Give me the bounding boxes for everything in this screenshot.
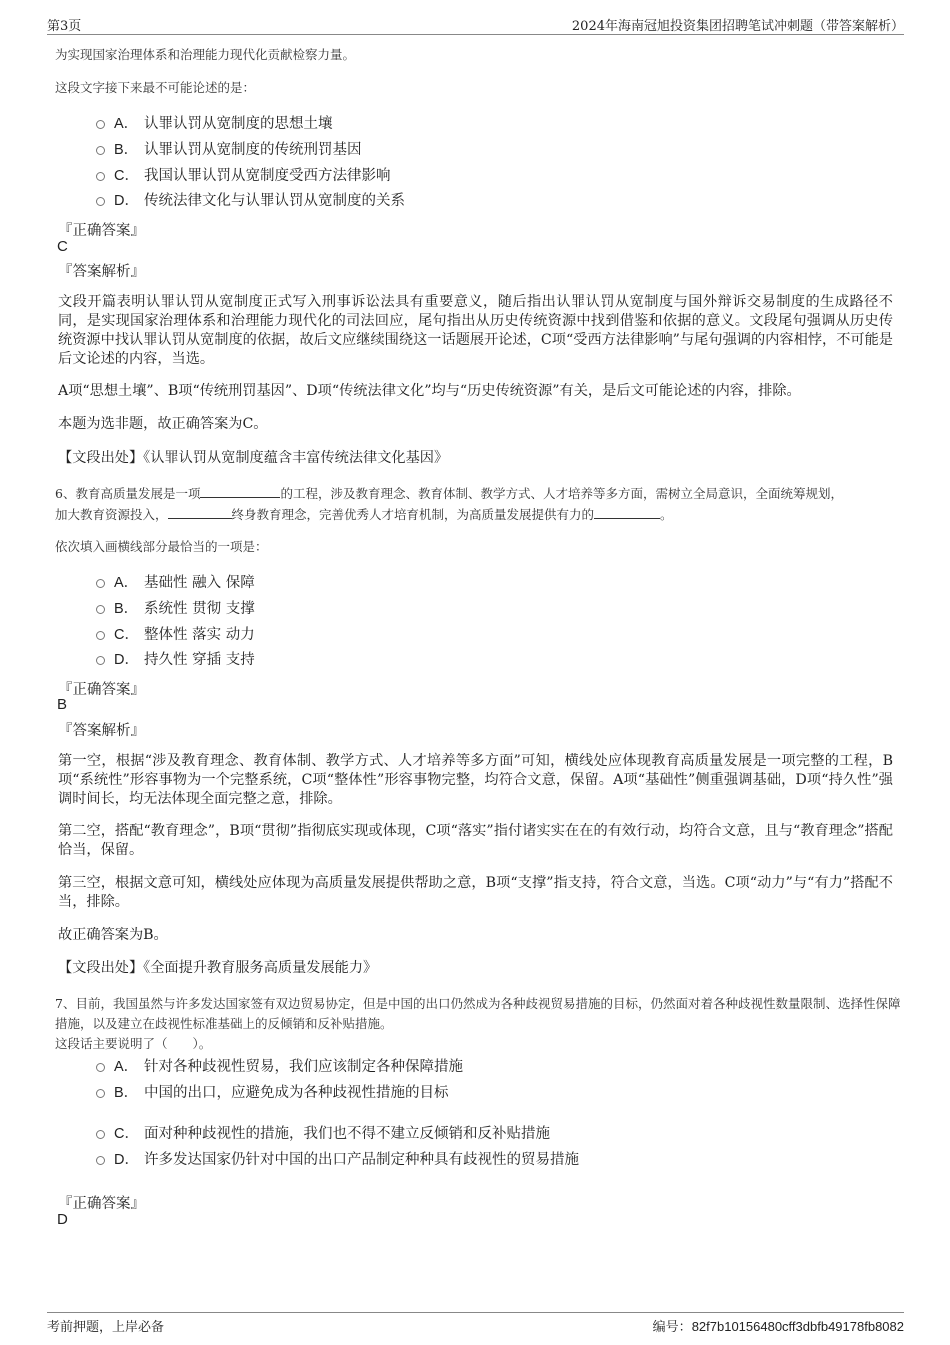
q7-prompt: 这段话主要说明了（ ）。 <box>55 1036 212 1051</box>
q6-option-b[interactable]: B． 系统性 贯彻 支撑 <box>96 599 255 619</box>
q5-prompt: 这段文字接下来最不可能论述的是： <box>55 80 256 95</box>
q7-option-a[interactable]: A． 针对各种歧视性贸易，我们应该制定各种保障措施 <box>96 1057 463 1077</box>
q7-answer: D <box>57 1211 68 1228</box>
document-title: 2024年海南冠旭投资集团招聘笔试冲刺题（带答案解析） <box>571 19 904 34</box>
q6-stem: 6、教育高质量发展是一项 的工程，涉及教育理念、教育体制、教学方式、人才培养等多方面，需树立全局意识，全面统筹规划， 加大教育资源投入， 终身教育理念，完善优秀人才培育机制，为高质量发展提供有力的 。 <box>55 483 900 525</box>
q5-option-c[interactable]: C． 我国认罪认罚从宽制度受西方法律影响 <box>96 166 391 186</box>
blank-line <box>594 504 660 519</box>
q5-analysis-paragraph: 本题为选非题，故正确答案为C。 <box>58 416 268 432</box>
q5-option-a[interactable]: A． 认罪认罚从宽制度的思想土壤 <box>96 114 333 134</box>
footer-slogan: 考前押题，上岸必备 <box>47 1320 165 1335</box>
q6-answer-label: 『正确答案』 <box>58 682 145 698</box>
q7-option-c[interactable]: C． 面对种种歧视性的措施，我们也不得不建立反倾销和反补贴措施 <box>96 1124 550 1144</box>
q6-option-a[interactable]: A． 基础性 融入 保障 <box>96 573 255 593</box>
document-code: 编号：82f7b10156480cff3dbfb49178fb8082 <box>652 1319 904 1335</box>
q6-analysis-paragraph: 第二空，搭配“教育理念”，B项“贯彻”指彻底实现或体现，C项“落实”指付诸实实在在的有效行动，均符合文意，且与“教育理念”搭配恰当，保留。 <box>58 823 893 858</box>
q5-analysis-label: 『答案解析』 <box>58 264 145 280</box>
q5-stem-tail: 为实现国家治理体系和治理能力现代化贡献检察力量。 <box>55 47 356 62</box>
q5-option-b[interactable]: B． 认罪认罚从宽制度的传统刑罚基因 <box>96 140 362 160</box>
q5-answer-label: 『正确答案』 <box>58 223 145 239</box>
page-number: 第3页 <box>47 19 82 34</box>
q6-option-c[interactable]: C． 整体性 落实 动力 <box>96 625 255 645</box>
page-footer <box>47 1312 904 1335</box>
q5-source: 【文段出处】《认罪认罚从宽制度蕴含丰富传统法律文化基因》 <box>58 450 449 466</box>
q5-analysis-paragraph: A项“思想土壤”、B项“传统刑罚基因”、D项“传统法律文化”均与“历史传统资源”有关，是后文可能论述的内容，排除。 <box>58 383 801 399</box>
q6-analysis-paragraph: 故正确答案为B。 <box>58 927 168 943</box>
q7-answer-label: 『正确答案』 <box>58 1196 145 1212</box>
radio-button-icon[interactable] <box>96 1063 105 1072</box>
radio-button-icon[interactable] <box>96 146 105 155</box>
radio-button-icon[interactable] <box>96 172 105 181</box>
q5-answer: C <box>57 238 68 255</box>
radio-button-icon[interactable] <box>96 631 105 640</box>
q7-option-b[interactable]: B． 中国的出口，应避免成为各种歧视性措施的目标 <box>96 1083 449 1103</box>
radio-button-icon[interactable] <box>96 197 105 206</box>
q6-analysis-label: 『答案解析』 <box>58 723 145 739</box>
radio-button-icon[interactable] <box>96 579 105 588</box>
radio-button-icon[interactable] <box>96 1089 105 1098</box>
blank-line <box>168 504 232 519</box>
q5-analysis-paragraph: 文段开篇表明认罪认罚从宽制度正式写入刑事诉讼法具有重要意义，随后指出认罪认罚从宽制度与国外辩诉交易制度的生成路径不同，是实现国家治理体系和治理能力现代化的司法回应，尾句指出从历史传统资源中找到借鉴和依据的意义。文段尾句强调从历史传统资源中找认罪认罚从宽制度的依据，故后文应继续围绕这一话题展开论述，C项“受西方法律影响”与尾句强调的内容相悖，不可能是后文论述的内容，当选。 <box>58 294 893 367</box>
radio-button-icon[interactable] <box>96 605 105 614</box>
radio-button-icon[interactable] <box>96 120 105 129</box>
q7-option-d[interactable]: D． 许多发达国家仍针对中国的出口产品制定种种具有歧视性的贸易措施 <box>96 1150 579 1170</box>
radio-button-icon[interactable] <box>96 656 105 665</box>
q6-source: 【文段出处】《全面提升教育服务高质量发展能力》 <box>58 960 378 976</box>
radio-button-icon[interactable] <box>96 1130 105 1139</box>
q6-prompt: 依次填入画横线部分最恰当的一项是： <box>55 539 268 554</box>
q6-answer: B <box>57 696 68 713</box>
radio-button-icon[interactable] <box>96 1156 105 1165</box>
q7-stem: 7、目前，我国虽然与许多发达国家签有双边贸易协定，但是中国的出口仍然成为各种歧视贸易措施的目标，仍然面对着各种歧视性数量限制、选择性保障措施，以及建立在歧视性标准基础上的反倾销和反补贴措施。 <box>55 996 901 1031</box>
q6-analysis-paragraph: 第一空，根据“涉及教育理念、教育体制、教学方式、人才培养等多方面”可知，横线处应体现教育高质量发展是一项完整的工程，B项“系统性”形容事物为一个完整系统，C项“整体性”形容事物完整，均符合文意，保留。A项“基础性”侧重强调基础，D项“持久性”强调时间长，均无法体现全面完整之意，排除。 <box>58 753 893 807</box>
page-header <box>47 12 904 35</box>
q5-option-d[interactable]: D． 传统法律文化与认罪认罚从宽制度的关系 <box>96 191 405 211</box>
q6-option-d[interactable]: D． 持久性 穿插 支持 <box>96 650 255 670</box>
blank-line <box>200 483 280 498</box>
q6-analysis-paragraph: 第三空，根据文意可知，横线处应体现为高质量发展提供帮助之意，B项“支撑”指支持，符合文意，当选。C项“动力”与“有力”搭配不当，排除。 <box>58 875 893 910</box>
